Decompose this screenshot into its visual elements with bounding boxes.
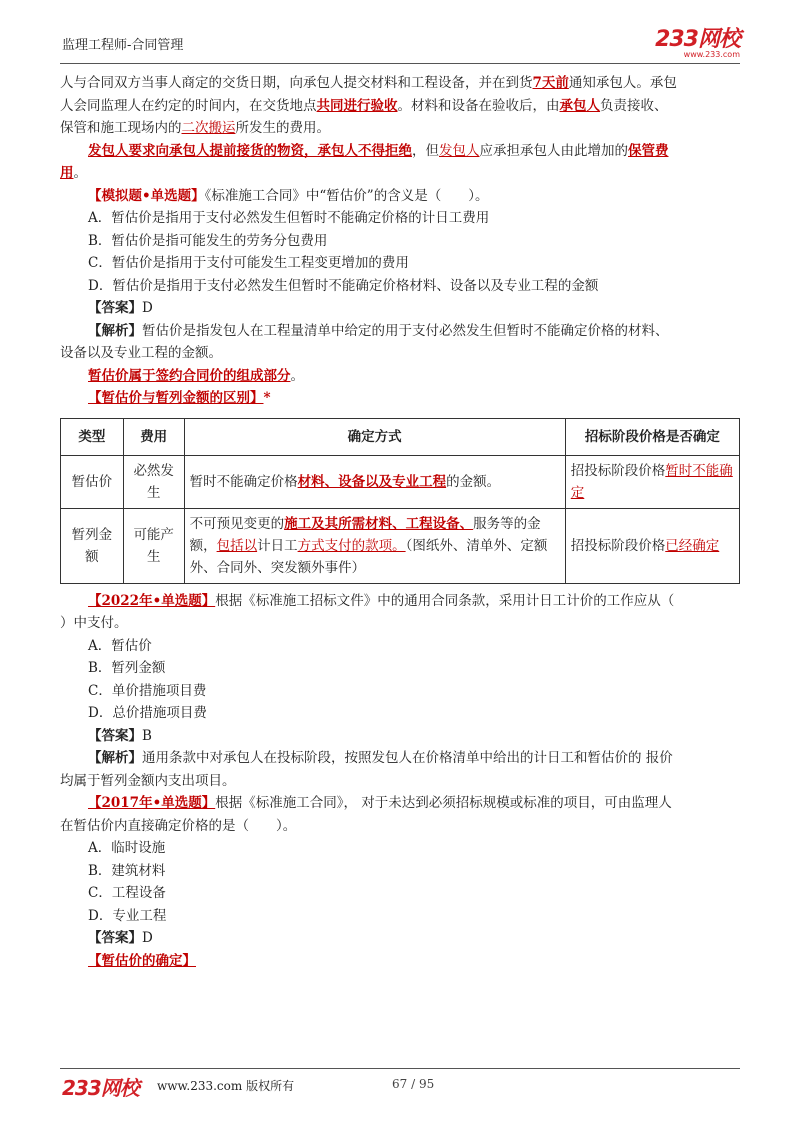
text: 人与合同双方当事人商定的交货日期，向承包人提交材料和工程设备，并在到货 <box>60 75 533 91</box>
cell-type: 暂估价 <box>61 455 124 508</box>
analysis-tag: 【解析】 <box>88 322 142 339</box>
header-title: 监理工程师-合同管理 <box>62 38 184 53</box>
question-2-analysis-cont: 均属于暂列金额内支出项目。 <box>60 772 236 789</box>
cell-fee: 必然发生 <box>123 455 184 508</box>
question-3-stem <box>60 792 740 815</box>
section-title: 【暂估价的确定】 <box>88 952 196 969</box>
question-text: 《标准施工合同》中“暂估价”的含义是（ ）。 <box>204 187 489 204</box>
cell-price-status <box>565 455 739 508</box>
text: 计日工 <box>257 537 298 554</box>
highlight: 方式支付的款项。 <box>297 537 406 554</box>
question-1-option: B．暂估价是指可能发生的劳务分包费用 <box>88 232 328 249</box>
text: 招投标阶段价格 <box>570 537 666 554</box>
logo-text: 233网校 <box>655 27 740 52</box>
page-header <box>60 22 740 62</box>
text: 负责接收、 <box>600 97 668 114</box>
question-2-option: A．暂估价 <box>88 637 152 654</box>
text: 暂时不能确定价格 <box>189 473 298 490</box>
question-3-stem-cont: 在暂估价内直接确定价格的是（ ）。 <box>60 817 297 834</box>
page-content <box>60 72 740 972</box>
question-3-option: D．专业工程 <box>88 907 167 924</box>
logo-url: www.233.com <box>683 50 740 59</box>
highlight: 保管费 <box>628 142 669 159</box>
question-2-analysis <box>60 747 740 770</box>
highlight: 7天前 <box>532 75 569 91</box>
column-header: 确定方式 <box>184 418 565 455</box>
question-1-option: D．暂估价是指用于支付必然发生但暂时不能确定价格材料、设备以及专业工程的金额 <box>88 277 599 294</box>
text: 。材料和设备在验收后，由 <box>397 97 560 114</box>
question-1-analysis-cont: 设备以及专业工程的金额。 <box>60 345 222 361</box>
page-number: 67 / 95 <box>392 1077 435 1091</box>
text: 不可预见变更的 <box>189 515 285 532</box>
cell-fee: 可能产生 <box>123 508 184 583</box>
text: 。 <box>290 367 304 384</box>
answer-tag: 【答案】 <box>88 300 142 316</box>
question-2-stem <box>60 590 740 613</box>
question-text: 根据《标准施工合同》， 对于未达到必须招标规模或标准的项目，可由监理人 <box>215 795 672 811</box>
question-2-answer <box>60 725 740 748</box>
column-header: 费用 <box>123 418 184 455</box>
star-mark: * <box>263 390 271 406</box>
text: 。 <box>73 165 87 181</box>
intro-line-4 <box>60 140 740 163</box>
column-header: 招标阶段价格是否确定 <box>565 418 739 455</box>
highlight: 用 <box>60 165 74 181</box>
text: 服务等的金额， <box>189 515 541 554</box>
question-tag: 【模拟题•单选题】 <box>88 187 205 204</box>
question-1-stem <box>60 185 740 208</box>
analysis-tag: 【解析】 <box>88 750 142 766</box>
highlight: 发包人 <box>439 142 480 159</box>
table-header-row <box>61 418 740 455</box>
text: 招投标阶段价格 <box>570 462 666 479</box>
text: 所发生的费用。 <box>235 120 330 136</box>
table-row <box>61 455 740 508</box>
highlight: 已经确定 <box>665 537 720 554</box>
footer-copyright: www.233.com 版权所有 <box>157 1079 295 1093</box>
highlight: 暂时不能确定 <box>570 462 733 501</box>
answer-tag: 【答案】 <box>88 930 142 946</box>
intro-line-3 <box>60 117 740 140</box>
highlight: 包括以 <box>216 537 258 554</box>
highlight: 二次搬运 <box>181 120 236 136</box>
footer-logo: 233网校 <box>62 1076 139 1100</box>
column-header: 类型 <box>61 418 124 455</box>
analysis-text: 通用条款中对承包人在投标阶段，按照发包人在价格清单中给出的计日工和暂估价的 报价 <box>142 750 673 766</box>
question-1-note <box>60 365 740 388</box>
page-footer <box>60 1072 740 1102</box>
highlight: 发包人要求向承包人提前接货的物资，承包人不得拒绝 <box>88 142 412 159</box>
answer-value: B <box>142 727 152 744</box>
question-2-option: C．单价措施项目费 <box>88 682 207 699</box>
brand-logo <box>655 22 740 59</box>
text: （图纸外、清单外、定额外、合同外、突发额外事件） <box>189 537 548 576</box>
text: 保管和施工现场内的 <box>60 120 182 136</box>
cell-method <box>184 508 565 583</box>
question-1-option: A．暂估价是指用于支付必然发生但暂时不能确定价格的计日工费用 <box>88 210 490 226</box>
question-text: 根据《标准施工招标文件》中的通用合同条款，采用计日工计价的工作应从（ <box>215 592 675 609</box>
highlight: 共同进行验收 <box>316 97 398 114</box>
text: 应承担承包人由此增加的 <box>479 142 628 159</box>
highlight: 材料、设备以及专业工程 <box>297 473 447 490</box>
section-title: 【暂估价与暂列金额的区别】 <box>88 390 264 406</box>
table-row <box>61 508 740 583</box>
intro-line-5 <box>60 162 740 185</box>
section-heading-difference <box>60 387 740 410</box>
highlight: 施工及其所需材料、工程设备、 <box>284 515 474 532</box>
comparison-table <box>60 418 740 584</box>
intro-line-2 <box>60 95 740 118</box>
question-3-option: B．建筑材料 <box>88 862 166 879</box>
question-2-stem-cont: ）中支付。 <box>60 615 128 631</box>
text: 的金额。 <box>446 473 501 490</box>
section-heading-determination <box>60 950 740 973</box>
text: 人会同监理人在约定的时间内，在交货地点 <box>60 97 317 114</box>
question-3-option: A．临时设施 <box>88 840 166 856</box>
question-1-option: C．暂估价是指用于支付可能发生工程变更增加的费用 <box>88 255 409 271</box>
question-3-option: C．工程设备 <box>88 885 166 901</box>
question-3-answer <box>60 927 740 950</box>
text: ，但 <box>412 142 439 159</box>
cell-type: 暂列金额 <box>61 508 124 583</box>
answer-value: D <box>142 930 153 946</box>
question-1-answer <box>60 297 740 320</box>
footer-divider <box>60 1068 740 1069</box>
highlight: 暂估价属于签约合同价的组成部分 <box>88 367 291 384</box>
answer-tag: 【答案】 <box>88 727 142 744</box>
cell-price-status <box>565 508 739 583</box>
question-tag: 【2017年•单选题】 <box>88 795 216 811</box>
question-2-option: D．总价措施项目费 <box>88 705 207 721</box>
cell-method <box>184 455 565 508</box>
answer-value: D <box>142 300 153 316</box>
intro-line-1 <box>60 72 740 95</box>
highlight: 承包人 <box>559 97 600 114</box>
question-tag: 【2022年•单选题】 <box>88 592 216 609</box>
question-2-option: B．暂列金额 <box>88 660 166 676</box>
text: 通知承包人。承包 <box>568 75 677 91</box>
header-divider <box>60 63 740 64</box>
analysis-text: 暂估价是指发包人在工程量清单中给定的用于支付必然发生但暂时不能确定价格的材料、 <box>142 322 669 339</box>
question-1-analysis <box>60 320 740 343</box>
